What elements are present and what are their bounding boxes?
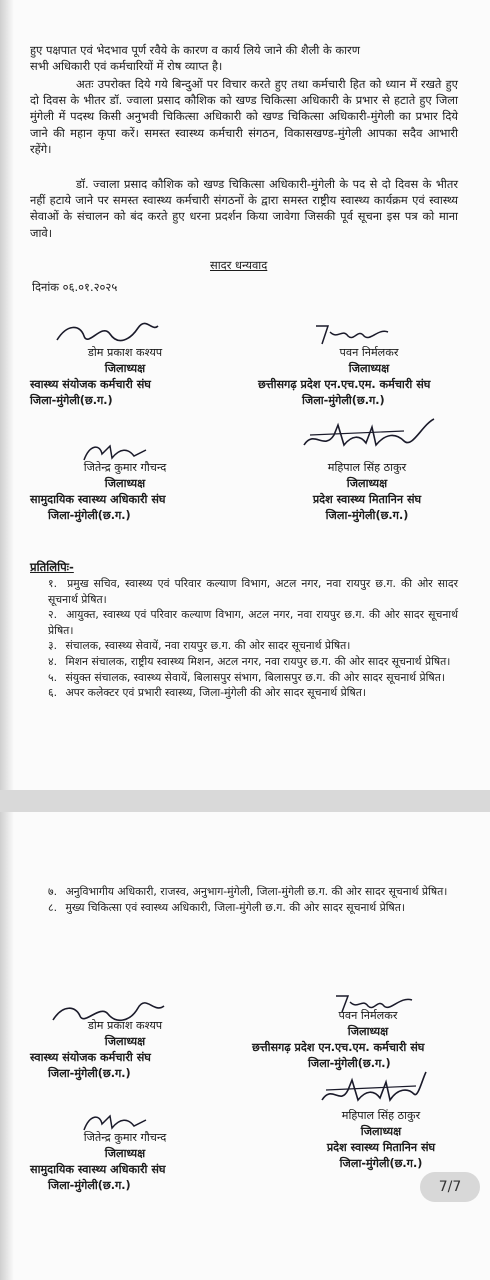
signatory-name: पवन निर्मलकर [339,346,399,359]
signatory-org: स्वास्थ्य संयोजक कर्मचारी संघ [30,378,151,391]
signatory-org: छत्तीसगढ़ प्रदेश एन.एच.एम. कर्मचारी संघ [252,1041,425,1054]
signatory-org: सामुदायिक स्वास्थ्य अधिकारी संघ [30,1163,166,1176]
signatory-top-left-repeat [30,1018,220,1082]
signatory-org: सामुदायिक स्वास्थ्य अधिकारी संघ [30,493,166,506]
list-item: ४. मिशन संचालक, राष्ट्रीय स्वास्थ्य मिशन, अटल नगर, नवा रायपुर छ.ग. की ओर सादर सूचनार्थ प्रेषित। [48,654,451,668]
closing-thanks: सादर धन्यवाद [210,258,268,272]
copy-to-list [48,576,458,701]
signatory-role: जिलाध्यक्ष [348,362,390,375]
signatory-place: जिला-मुंगेली(छ.ग.) [339,1157,423,1170]
signatory-place: जिला-मुंगेली(छ.ग.) [48,1179,131,1192]
letter-date: दिनांक ०६.०१.२०२५ [32,280,118,294]
signatory-org: प्रदेश स्वास्थ्य मितानिन संघ [326,1141,436,1154]
signatory-org: छत्तीसगढ़ प्रदेश एन.एच.एम. कर्मचारी संघ [258,378,431,391]
page-gap [0,790,490,812]
signatory-role: जिलाध्यक्ष [104,1147,146,1160]
signatory-name: महिपाल सिंह ठाकुर [341,1109,421,1122]
page-indicator: 7/7 [420,1172,480,1202]
signatory-place: जिला-मुंगेली(छ.ग.) [30,394,113,407]
signatory-top-right [258,345,480,409]
signatory-role: जिलाध्यक्ष [360,1125,402,1138]
page-edge-shadow [0,812,14,1280]
list-item: २. आयुक्त, स्वास्थ्य एवं परिवार कल्याण विभाग, अटल नगर, नवा रायपुर छ.ग. की ओर सादर सूचनार्थ प्रेषित। [48,608,459,637]
signatory-place: जिला-मुंगेली(छ.ग.) [308,1057,391,1070]
copy-to-heading: प्रतिलिपिः- [30,560,74,574]
signature-scribble-pawan [308,318,398,348]
signatory-place: जिला-मुंगेली(छ.ग.) [48,509,131,522]
signatory-top-right-repeat [252,1008,484,1072]
signatory-name: डोम प्रकाश कश्यप [87,1019,163,1032]
paragraph-grievance-end [30,42,458,74]
list-item: ५. संयुक्त संचालक, स्वास्थ्य सेवायें, बिलासपुर संभाग, बिलासपुर छ.ग. की ओर सादर सूचनार्थ प्रेषित। [48,670,445,684]
paragraph-warning: डॉ. ज्वाला प्रसाद कौशिक को खण्ड चिकित्सा अधिकारी-मुंगेली के पद से दो दिवस के भीतर नहीं हटाये जाने पर समस्त स्वास्थ्य कर्मचारी संगठनों के द्वारा समस्त राष्ट्रीय स्वास्थ्य कार्यक्रम एवं स्वास्थ्य सेवाओं के संचालन को बंद करते हुए धरना प्रदर्शन किया जावेगा जिसकी पूर्व सूचना इस पत्र को माना जावे। [30,177,458,240]
paragraph-line: हुए पक्षपात एवं भेदभाव पूर्ण रवैये के कारण व कार्य लिये जाने की शैली के कारण [30,43,360,57]
signatory-role: जिलाध्यक्ष [104,1035,146,1048]
signatory-bottom-left [30,460,220,524]
signatory-top-left [30,345,220,409]
signatory-bottom-right-repeat [276,1108,486,1172]
signatory-place: जिला-मुंगेली(छ.ग.) [302,394,385,407]
signatory-name: पवन निर्मलकर [338,1009,398,1022]
copy-to-list-continued [48,884,458,915]
signatory-place: जिला-मुंगेली(छ.ग.) [48,1067,131,1080]
signatory-name: महिपाल सिंह ठाकुर [327,461,407,474]
page-edge-shadow [0,0,14,790]
list-item: ७. अनुविभागीय अधिकारी, राजस्व, अनुभाग-मुंगेली, जिला-मुंगेली छ.ग. की ओर सादर सूचनार्थ प्रेषित। [48,885,448,898]
list-item: ८. मुख्य चिकित्सा एवं स्वास्थ्य अधिकारी, जिला-मुंगेली छ.ग. की ओर सादर सूचनार्थ प्रेषित। [48,900,405,914]
list-item: ६. अपर कलेक्टर एवं प्रभारी स्वास्थ्य, जिला-मुंगेली की ओर सादर सूचनार्थ प्रेषित। [48,686,367,700]
paragraph-request: अतः उपरोक्त दिये गये बिन्दुओं पर विचार करते हुए तथा कर्मचारी हित को ध्यान में रखते हुए दो दिवस के भीतर डॉ. ज्वाला प्रसाद कौशिक को खण्ड चिकित्सा अधिकारी के प्रभार से हटाते हुए जिला मुंगेली में पदस्थ किसी अनुभवी चिकित्सा अधिकारी को खण्ड चिकित्सा अधिकारी-मुंगेली का प्रभार दिये जाने की महान कृपा करें। समस्त स्वास्थ्य कर्मचारी संगठन, विकासखण्ड-मुंगेली आपका सदैव आभारी रहेंगे। [30,77,458,156]
signatory-name: जितेन्द्र कुमार गौचन्द [83,1131,167,1144]
signatory-role: जिलाध्यक्ष [347,1025,389,1038]
signatory-role: जिलाध्यक्ष [104,477,146,490]
signatory-org: स्वास्थ्य संयोजक कर्मचारी संघ [30,1051,151,1064]
signatory-bottom-right [262,460,472,524]
signature-scribble-mahipal [300,415,440,455]
signatory-name: डोम प्रकाश कश्यप [87,346,163,359]
signature-scribble-mahipal [318,1070,428,1110]
signatory-bottom-left-repeat [30,1130,220,1194]
letter-page-two [0,812,490,1280]
paragraph-line: सभी अधिकारी एवं कर्मचारियों में रोष व्याप्त है। [30,59,223,74]
signatory-place: जिला-मुंगेली(छ.ग.) [325,509,409,522]
list-item: १. प्रमुख सचिव, स्वास्थ्य एवं परिवार कल्याण विभाग, अटल नगर, नवा रायपुर छ.ग. की ओर सादर सूचनार्थ प्रेषित। [48,577,458,606]
signatory-org: प्रदेश स्वास्थ्य मितानिन संघ [312,493,422,506]
signatory-role: जिलाध्यक्ष [346,477,388,490]
signature-scribble-dom-prakash [52,318,162,348]
signatory-name: जितेन्द्र कुमार गौचन्द [83,461,167,474]
list-item: ३. संचालक, स्वास्थ्य सेवायें, नवा रायपुर छ.ग. की ओर सादर सूचनार्थ प्रेषित। [48,639,351,653]
signatory-role: जिलाध्यक्ष [104,362,146,375]
